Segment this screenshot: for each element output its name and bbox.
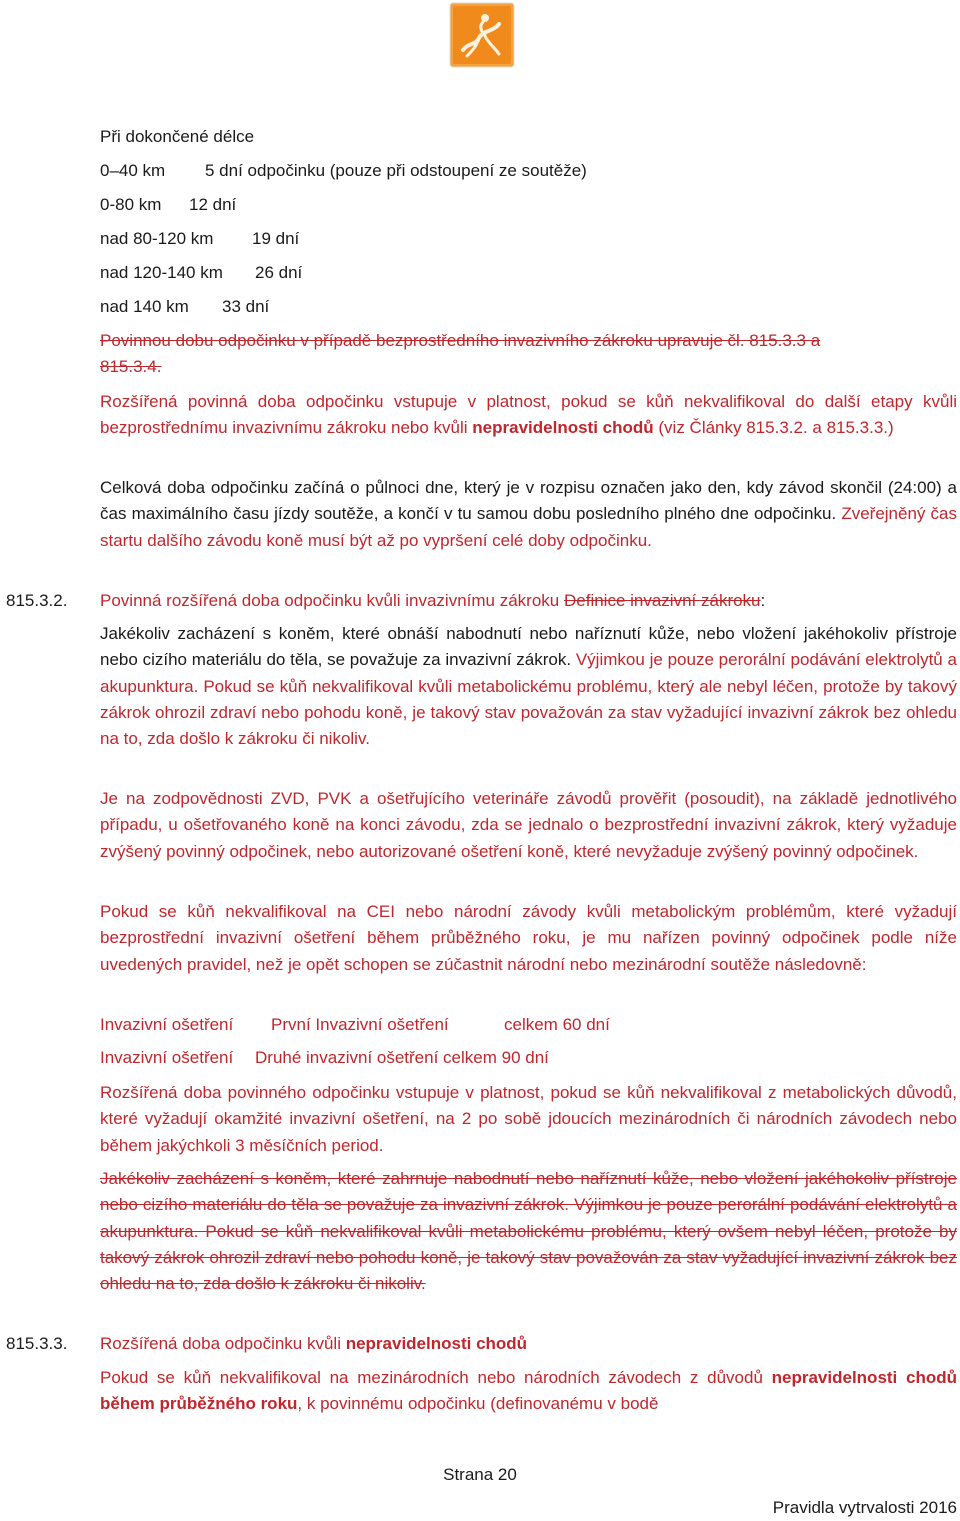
section-number: 815.3.3. — [6, 1334, 68, 1353]
rest-distance: nad 140 km — [100, 297, 189, 316]
rest-row — [100, 294, 269, 320]
rest-days: 5 dní odpočinku (pouze při odstoupení ze soutěže) — [205, 161, 587, 180]
rest-distance: nad 80-120 km — [100, 229, 214, 248]
consecutive-rest-paragraph: Rozšířená doba povinného odpočinku vstupuje v platnost, pokud se kůň nekvalifikoval z metabolických důvodů, které vyžadují okamžité invazivní ošetření, na 2 po sobě jdoucích mezinárodních či národních závodech nebo během jakýchkoli 3 měsíčních period. — [100, 1083, 957, 1155]
treatment-total: celkem 60 dní — [504, 1015, 610, 1034]
treatment-label: Invazivní ošetření — [100, 1015, 234, 1034]
section-title — [100, 1331, 527, 1357]
responsibility-paragraph: Je na zodpovědnosti ZVD, PVK a ošetřujícího veterináře závodů prověřit (posoudit), na základě jednotlivého případu, u ošetřovaného koně na konci závodu, zda se jednalo o bezprostřední invazivní zákrok, který vyžaduje zvýšený povinný odpočinek, nebo autorizované ošetření koně, které nevyžaduje zvýšený povinný odpočinek. — [100, 789, 957, 861]
treatment-label: Invazivní ošetření — [100, 1048, 234, 1067]
document-title: Pravidla vytrvalosti 2016 — [772, 1498, 957, 1517]
gait-irregularity-paragraph — [100, 1365, 957, 1418]
section-title — [100, 588, 765, 614]
treatment-order: První Invazivní ošetření — [271, 1015, 449, 1034]
total-rest-paragraph — [100, 475, 957, 554]
metabolic-paragraph: Pokud se kůň nekvalifikoval na CEI nebo národní závody kvůli metabolickým problémům, které vyžadují bezprostřední invazivní ošetření během průběžného roku, je mu nařízen povinný odpočinek podle níže uvedených pravidel, než je opět schopen se zúčastnit národní nebo mezinárodní soutěže následovně: — [100, 902, 957, 974]
struck-definition-paragraph: Jakékoliv zacházení s koněm, které zahrnuje nabodnutí nebo naříznutí kůže, nebo vložení jakéhokoliv přístroje nebo cizího materiálu do těla se považuje za invazivní zákrok. Výjimkou je pouze perorální podávání elektrolytů a akupunktura. Pokud se kůň nekvalifikoval kvůli metabolickému problému, který ovšem nebyl léčen, protože by takový zákrok ohrozil zdraví nebo pohodu koně, je takový stav považován za stav vyžadující invazivní zákrok bez ohledu na to, zda došlo k zákroku či nikoliv. — [100, 1169, 957, 1294]
rest-distance: 0-80 km — [100, 195, 162, 214]
section-title-text: Povinná rozšířená doba odpočinku kvůli invazivnímu zákroku — [100, 591, 564, 610]
invasive-exception-text: Výjimkou je pouze perorální podávání elektrolytů a akupunktura. Pokud se kůň nekvalifikoval kvůli metabolickému problému, který ale nebyl léčen, protože by takový zákrok ohrozil zdraví nebo pohodu koně, je takový stav považován za stav vyžadující invazivní zákrok bez ohledu na to, zda došlo k zákroku či nikoliv. — [100, 650, 957, 749]
rest-days: 19 dní — [252, 229, 300, 248]
gait-irregularity-term: nepravidelnosti chodů — [472, 418, 654, 438]
rest-distance: 0–40 km — [100, 161, 166, 180]
section-number: 815.3.2. — [6, 591, 68, 610]
page-number: Strana 20 — [443, 1465, 517, 1484]
rest-row — [100, 260, 302, 286]
treatment-order: Druhé invazivní ošetření celkem 90 dní — [255, 1048, 549, 1067]
rest-distance: nad 120-140 km — [100, 263, 223, 282]
gait-text-continued: , k povinnému odpočinku (definovanému v bodě — [297, 1394, 659, 1414]
invasive-definition-paragraph — [100, 621, 957, 752]
horse-rider-logo-icon — [449, 2, 515, 68]
rest-row — [100, 158, 587, 184]
total-rest-text: Celková doba odpočinku začíná o půlnoci dne, který je v rozpisu označen jako den, kdy závod skončil (24:00) a čas maximálního času jízdy soutěže, a končí v tu samou dobu posledního plného dne odpočinku. — [100, 478, 957, 524]
rest-days: 33 dní — [222, 297, 270, 316]
struck-reference-line: 815.3.4. — [100, 357, 162, 376]
treatment-row — [100, 1012, 610, 1038]
section-title-text: Rozšířená doba odpočinku kvůli — [100, 1334, 346, 1353]
section-title-colon: : — [760, 591, 766, 610]
extended-rest-reference: (viz Články 815.3.2. a 815.3.3.) — [653, 418, 894, 438]
extended-rest-paragraph — [100, 389, 957, 442]
rest-row — [100, 192, 236, 218]
gait-text: Pokud se kůň nekvalifikoval na mezinárodních nebo národních závodech z důvodů — [100, 1368, 772, 1387]
rest-days: 26 dní — [255, 263, 303, 282]
rest-days: 12 dní — [189, 195, 237, 214]
section-title-struck: Definice invazivní zákroku — [563, 591, 761, 610]
struck-reference-line: Povinnou dobu odpočinku v případě bezprostředního invazivního zákroku upravuje čl. 815.3.3 a — [100, 331, 821, 350]
gait-bold-term: nepravidelnosti chodů během průběžného roku — [100, 1368, 958, 1414]
extended-rest-text: Rozšířená povinná doba odpočinku vstupuje v platnost, pokud se kůň nekvalifikoval do další etapy kvůli bezprostřednímu invazivnímu zákroku nebo kvůli — [100, 392, 957, 438]
invasive-definition-text: Jakékoliv zacházení s koněm, které obnáší nabodnutí nebo naříznutí kůže, nebo vložení jakéhokoliv přístroje nebo cizího materiálu do těla, se považuje za invazivní zákrok. — [100, 624, 957, 670]
treatment-row — [100, 1045, 549, 1071]
next-start-text: Zveřejněný čas startu dalšího závodu koně musí být až po vypršení celé doby odpočinku. — [100, 504, 957, 550]
rest-row — [100, 226, 299, 252]
section-title-bold: nepravidelnosti chodů — [345, 1334, 528, 1353]
intro-heading: Při dokončené délce — [100, 127, 255, 146]
